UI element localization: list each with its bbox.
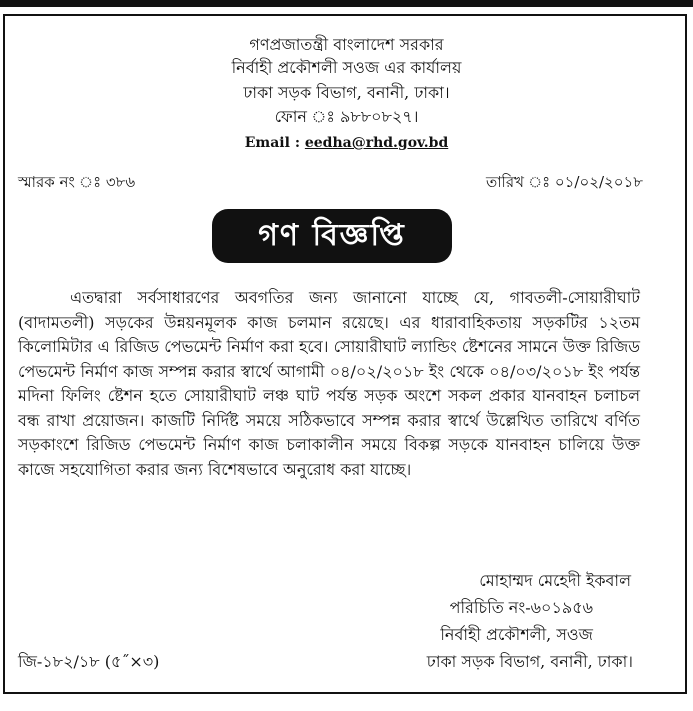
office-phone: ফোন ঃ ৯৮৮০৮২৭। — [274, 107, 419, 126]
notice-date: তারিখ ঃ ০১/০২/২০১৮ — [485, 173, 643, 191]
notice-body: এতদ্বারা সর্বসাধারণের অবগতির জন্য জানানো যাচ্ছে যে, গাবতলী-সোয়ারীঘাট (বাদামতলী) সড়কের উন্নয়নমূলক কাজ চলমান রয়েছে। এর ধারাবাহিকতায় সড়কটির ১২তম কিলোমিটার এ রিজিড পেভমেন্ট নির্মাণ করা হবে। সোয়ারীঘাট ল্যান্ডিং ষ্টেশনের সামনে উক্ত রিজিড পেভমেন্ট নির্মাণ কাজ সম্পন্ন করার স্বার্থে আগামী ০৪/০২/২০১৮ ইং থেকে ০৪/০৩/২০১৮ ইং পর্যন্ত মদিনা ফিলিং ষ্টেশন হতে সোয়ারীঘাট লঞ্চ ঘাট পর্যন্ত সড়ক অংশে সকল প্রকার যানবাহন চলাচল বন্ধ রাখা প্রয়োজন। কাজটি নির্দিষ্ট সময়ে সঠিকভাবে সম্পন্ন করার স্বার্থে উল্লেখিত তারিখে বর্ণিত সড়কাংশে রিজিড পেভমেন্ট নির্মাণ কাজ চলাকালীন সময়ে বিকল্প সড়কে যানবাহন চালিয়ে উক্ত কাজে সহযোগিতা করার জন্য বিশেষভাবে অনুরোধ করা যাচ্ছে। — [18, 288, 640, 479]
notice-title-text: গণ বিজ্ঞপ্তি — [258, 217, 406, 253]
email-line — [0, 134, 693, 152]
email-link[interactable]: eedha@rhd.gov.bd — [304, 135, 449, 151]
office-address: ঢাকা সড়ক বিভাগ, বনানী, ঢাকা। — [243, 83, 450, 102]
office-title: নির্বাহী প্রকৌশলী সওজ এর কার্যালয় — [231, 58, 462, 77]
signatory-office: ঢাকা সড়ক বিভাগ, বনানী, ঢাকা। — [426, 652, 633, 671]
government-title: গণপ্রজাতন্ত্রী বাংলাদেশ সরকার — [249, 35, 444, 54]
top-rule — [0, 0, 693, 7]
memo-number: স্মারক নং ঃ ৩৮৬ — [18, 173, 136, 191]
print-reference: জি-১৮২/১৮ (৫˝×৩) — [18, 652, 160, 671]
signatory-id: পরিচিতি নং-৬০১৯৫৬ — [449, 598, 593, 617]
signatory-designation: নির্বাহী প্রকৌশলী, সওজ — [440, 625, 593, 644]
notice-title — [212, 209, 452, 263]
signatory-name: মোহাম্মদ মেহেদী ইকবাল — [479, 571, 631, 590]
email-label: Email : — [244, 135, 300, 151]
